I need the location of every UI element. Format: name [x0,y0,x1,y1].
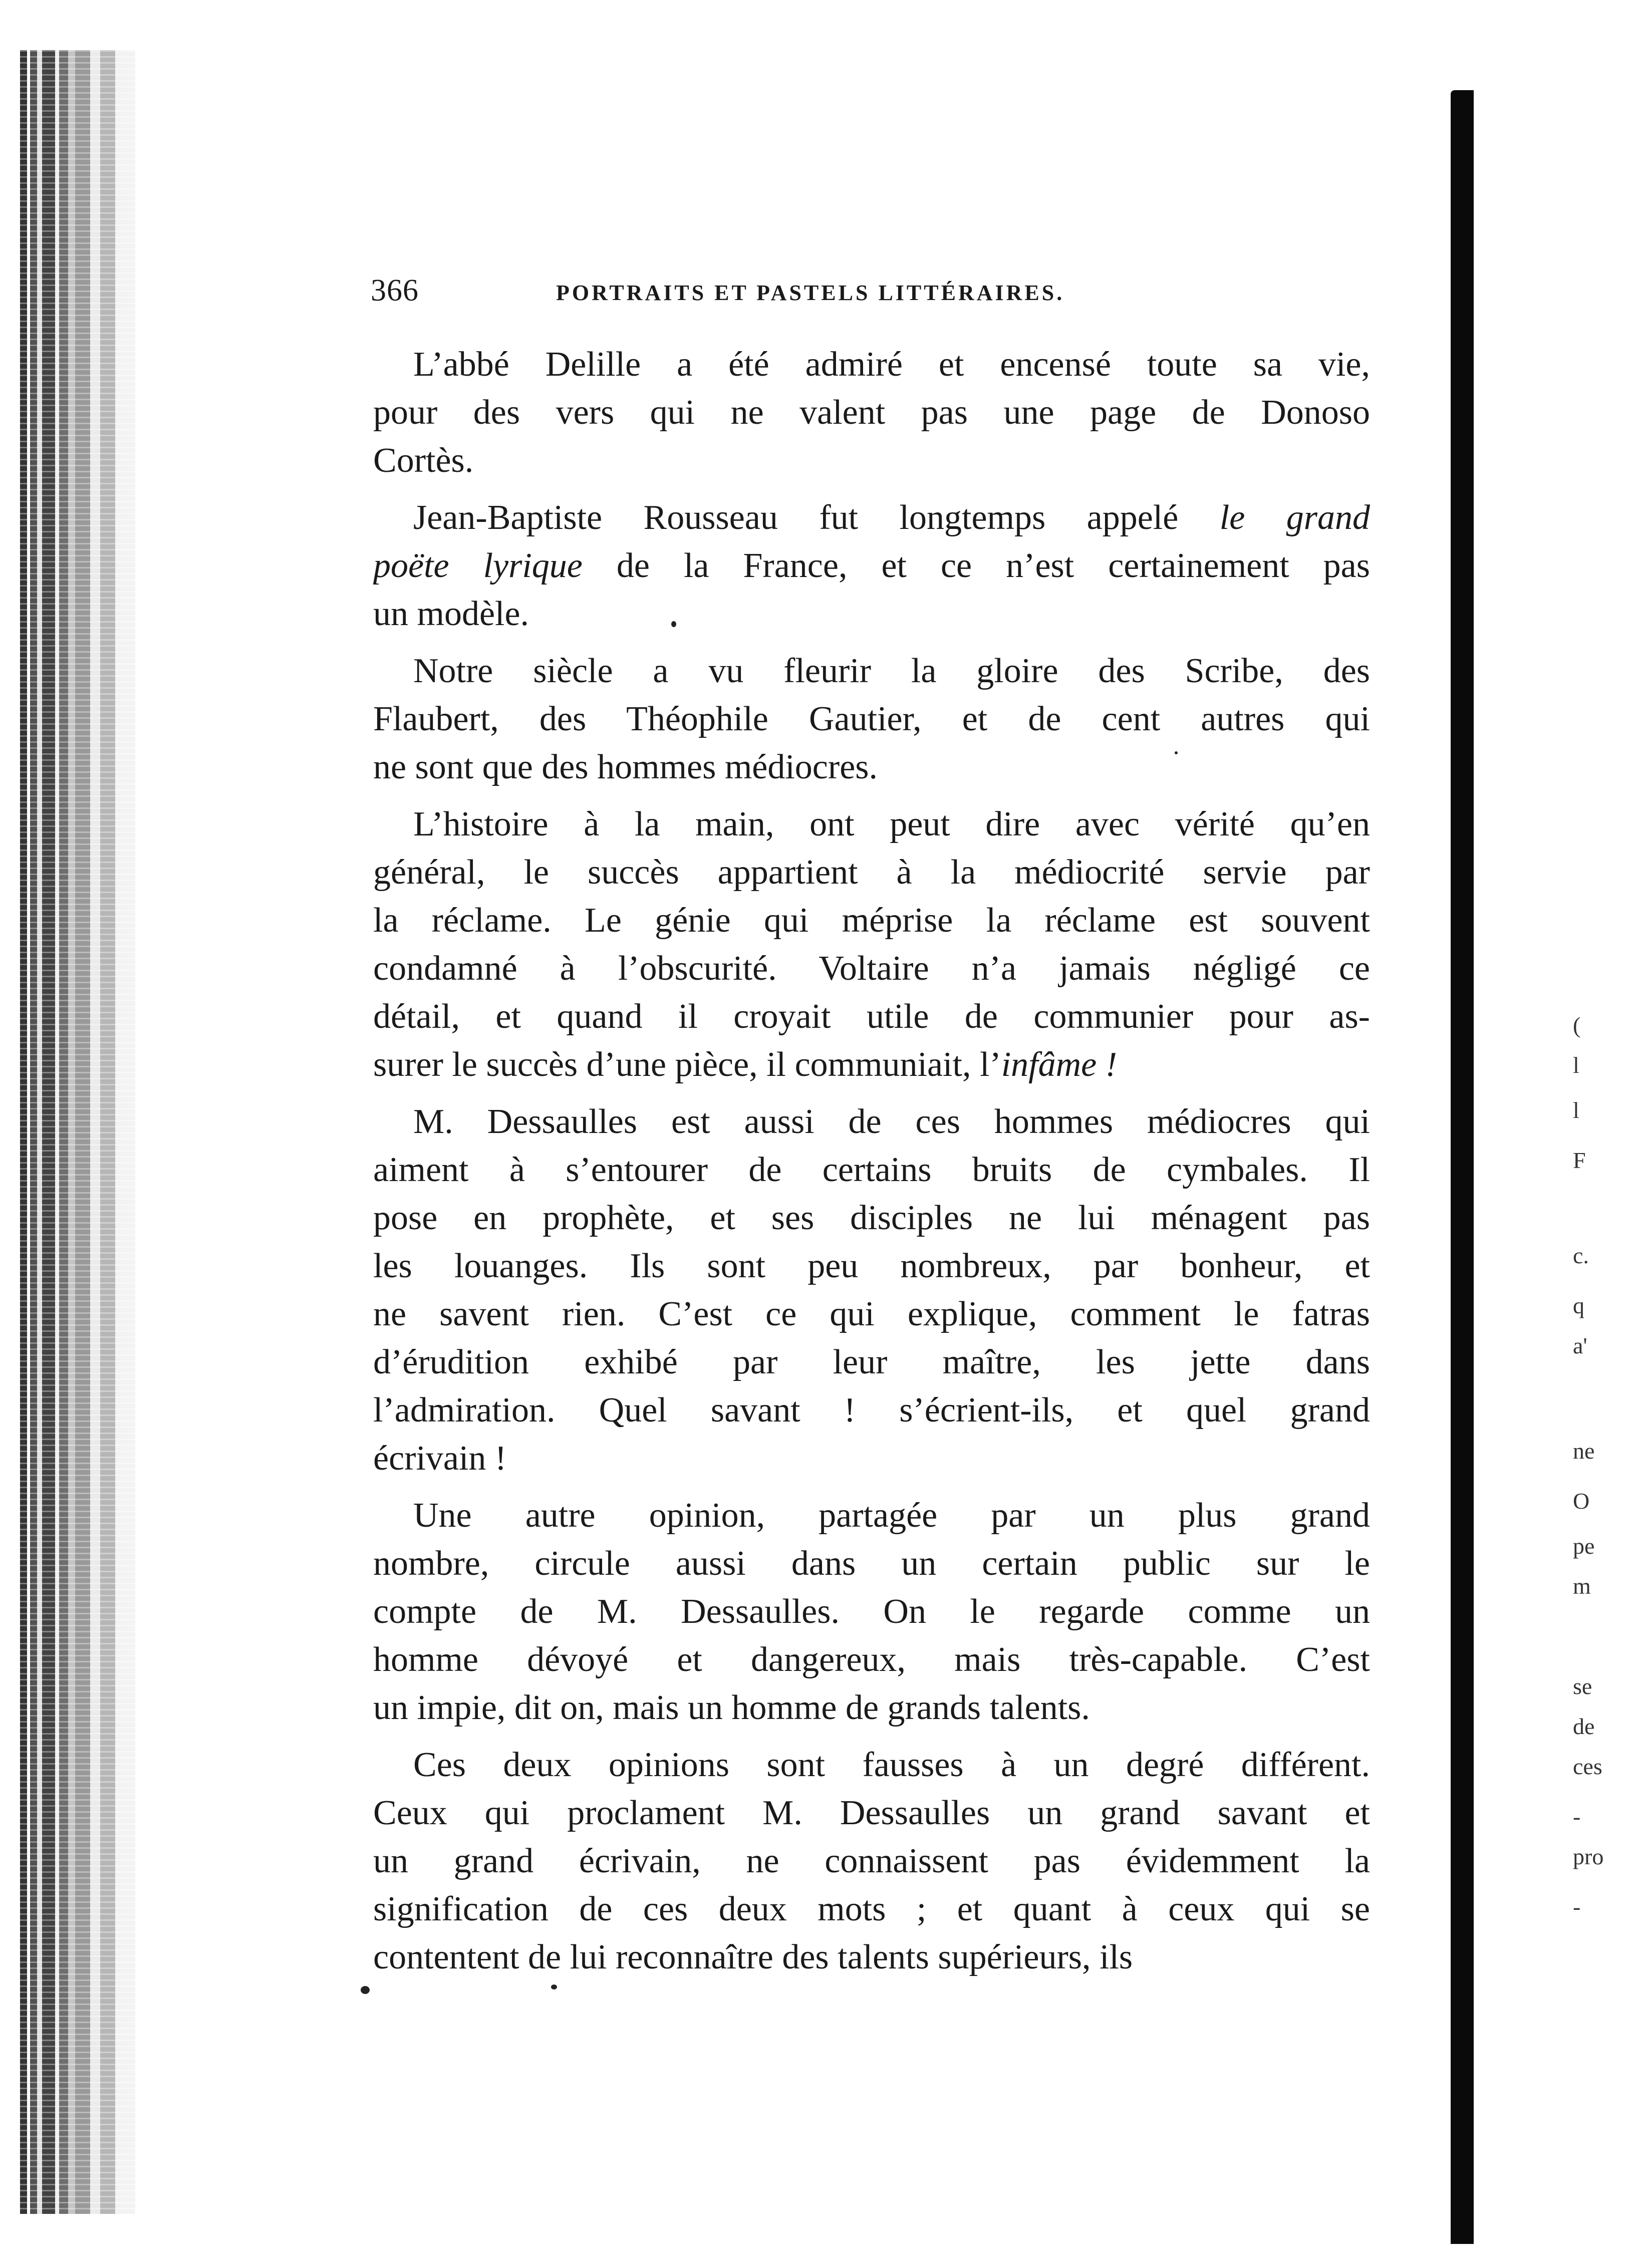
text-line: surer le succès d’une pièce, il communiait, l’infâme ! [373,1045,1118,1084]
body-text [373,341,1370,1991]
adjacent-fragment: O [1573,1488,1590,1514]
text-line: un modèle. [373,595,529,633]
text-line: Cortès. [373,441,474,480]
text-line: L’histoire à la main, ont peut dire avec vérité qu’en [413,805,1370,843]
text-line: écrivain ! [373,1439,507,1478]
text-line: Jean-Baptiste Rousseau fut longtemps appelé le grand [413,498,1370,537]
text-line: signification de ces deux mots ; et quant à ceux qui se [373,1890,1370,1928]
text-line: contentent de lui reconnaître des talents supérieurs, ils [373,1938,1133,1976]
adjacent-fragment: l [1573,1097,1579,1123]
text-line: M. Dessaulles est aussi de ces hommes médiocres qui [413,1102,1370,1141]
text-line: la réclame. Le génie qui méprise la réclame est souvent [373,901,1370,940]
text-line: Une autre opinion, partagée par un plus grand [413,1496,1370,1535]
adjacent-fragment: ( [1573,1012,1581,1038]
running-title: PORTRAITS ET PASTELS LITTÉRAIRES. [556,280,1065,305]
adjacent-fragment: - [1573,1894,1581,1919]
adjacent-fragment: a' [1573,1333,1587,1358]
scan-binding-shadow [20,50,135,2214]
adjacent-fragment: de [1573,1714,1595,1739]
text-line: pose en prophète, et ses disciples ne lui ménagent pas [373,1199,1370,1237]
text-line: d’érudition exhibé par leur maître, les jette dans [373,1343,1370,1381]
text-line: l’admiration. Quel savant ! s’écrient-ils, et quel grand [373,1391,1370,1430]
text-line: Ceux qui proclament M. Dessaulles un grand savant et [373,1794,1370,1832]
text-line: compte de M. Dessaulles. On le regarde comme un [373,1592,1370,1631]
paragraph [373,341,1370,485]
text-line: L’abbé Delille a été admiré et encensé toute sa vie, [413,345,1370,384]
adjacent-fragment: se [1573,1673,1592,1699]
adjacent-page-fragments [1543,1012,1635,2039]
adjacent-fragment: c. [1573,1243,1589,1268]
text-line: un grand écrivain, ne connaissent pas évidemment la [373,1842,1370,1880]
text-line: un impie, dit on, mais un homme de grands talents. [373,1688,1090,1727]
paragraph [373,647,1370,791]
adjacent-fragment: F [1573,1148,1586,1173]
paragraph [373,494,1370,638]
page-header [371,273,1242,313]
paragraph [373,1098,1370,1483]
adjacent-fragment: pe [1573,1533,1595,1559]
scan-page-edge [1451,90,1474,2244]
adjacent-fragment: m [1573,1573,1591,1599]
paragraph [373,1492,1370,1732]
text-line: Notre siècle a vu fleurir la gloire des Scribe, des [413,652,1370,690]
paragraph [373,1741,1370,1981]
text-line: détail, et quand il croyait utile de communier pour as- [373,997,1370,1036]
text-line: pour des vers qui ne valent pas une page de Donoso [373,393,1370,432]
text-line: nombre, circule aussi dans un certain public sur le [373,1544,1370,1583]
adjacent-fragment: q [1573,1293,1584,1318]
page-number: 366 [371,273,419,308]
text-line: ne sont que des hommes médiocres. [373,748,878,786]
text-line: homme dévoyé et dangereux, mais très-capable. C’est [373,1640,1370,1679]
paragraph [373,800,1370,1089]
text-line: Flaubert, des Théophile Gautier, et de cent autres qui [373,700,1370,738]
text-line: Ces deux opinions sont fausses à un degré différent. [413,1746,1370,1784]
text-line: ne savent rien. C’est ce qui explique, comment le fatras [373,1295,1370,1333]
text-line: les louanges. Ils sont peu nombreux, par bonheur, et [373,1247,1370,1285]
text-line: condamné à l’obscurité. Voltaire n’a jamais négligé ce [373,949,1370,988]
text-line: général, le succès appartient à la médiocrité servie par [373,853,1370,892]
adjacent-fragment: l [1573,1052,1579,1078]
text-line: poëte lyrique de la France, et ce n’est certainement pas [373,546,1370,585]
adjacent-fragment: - [1573,1804,1581,1829]
adjacent-fragment: ces [1573,1754,1602,1779]
adjacent-fragment: pro [1573,1844,1604,1869]
text-line: aiment à s’entourer de certains bruits de cymbales. Il [373,1151,1370,1189]
adjacent-fragment: ne [1573,1438,1595,1464]
